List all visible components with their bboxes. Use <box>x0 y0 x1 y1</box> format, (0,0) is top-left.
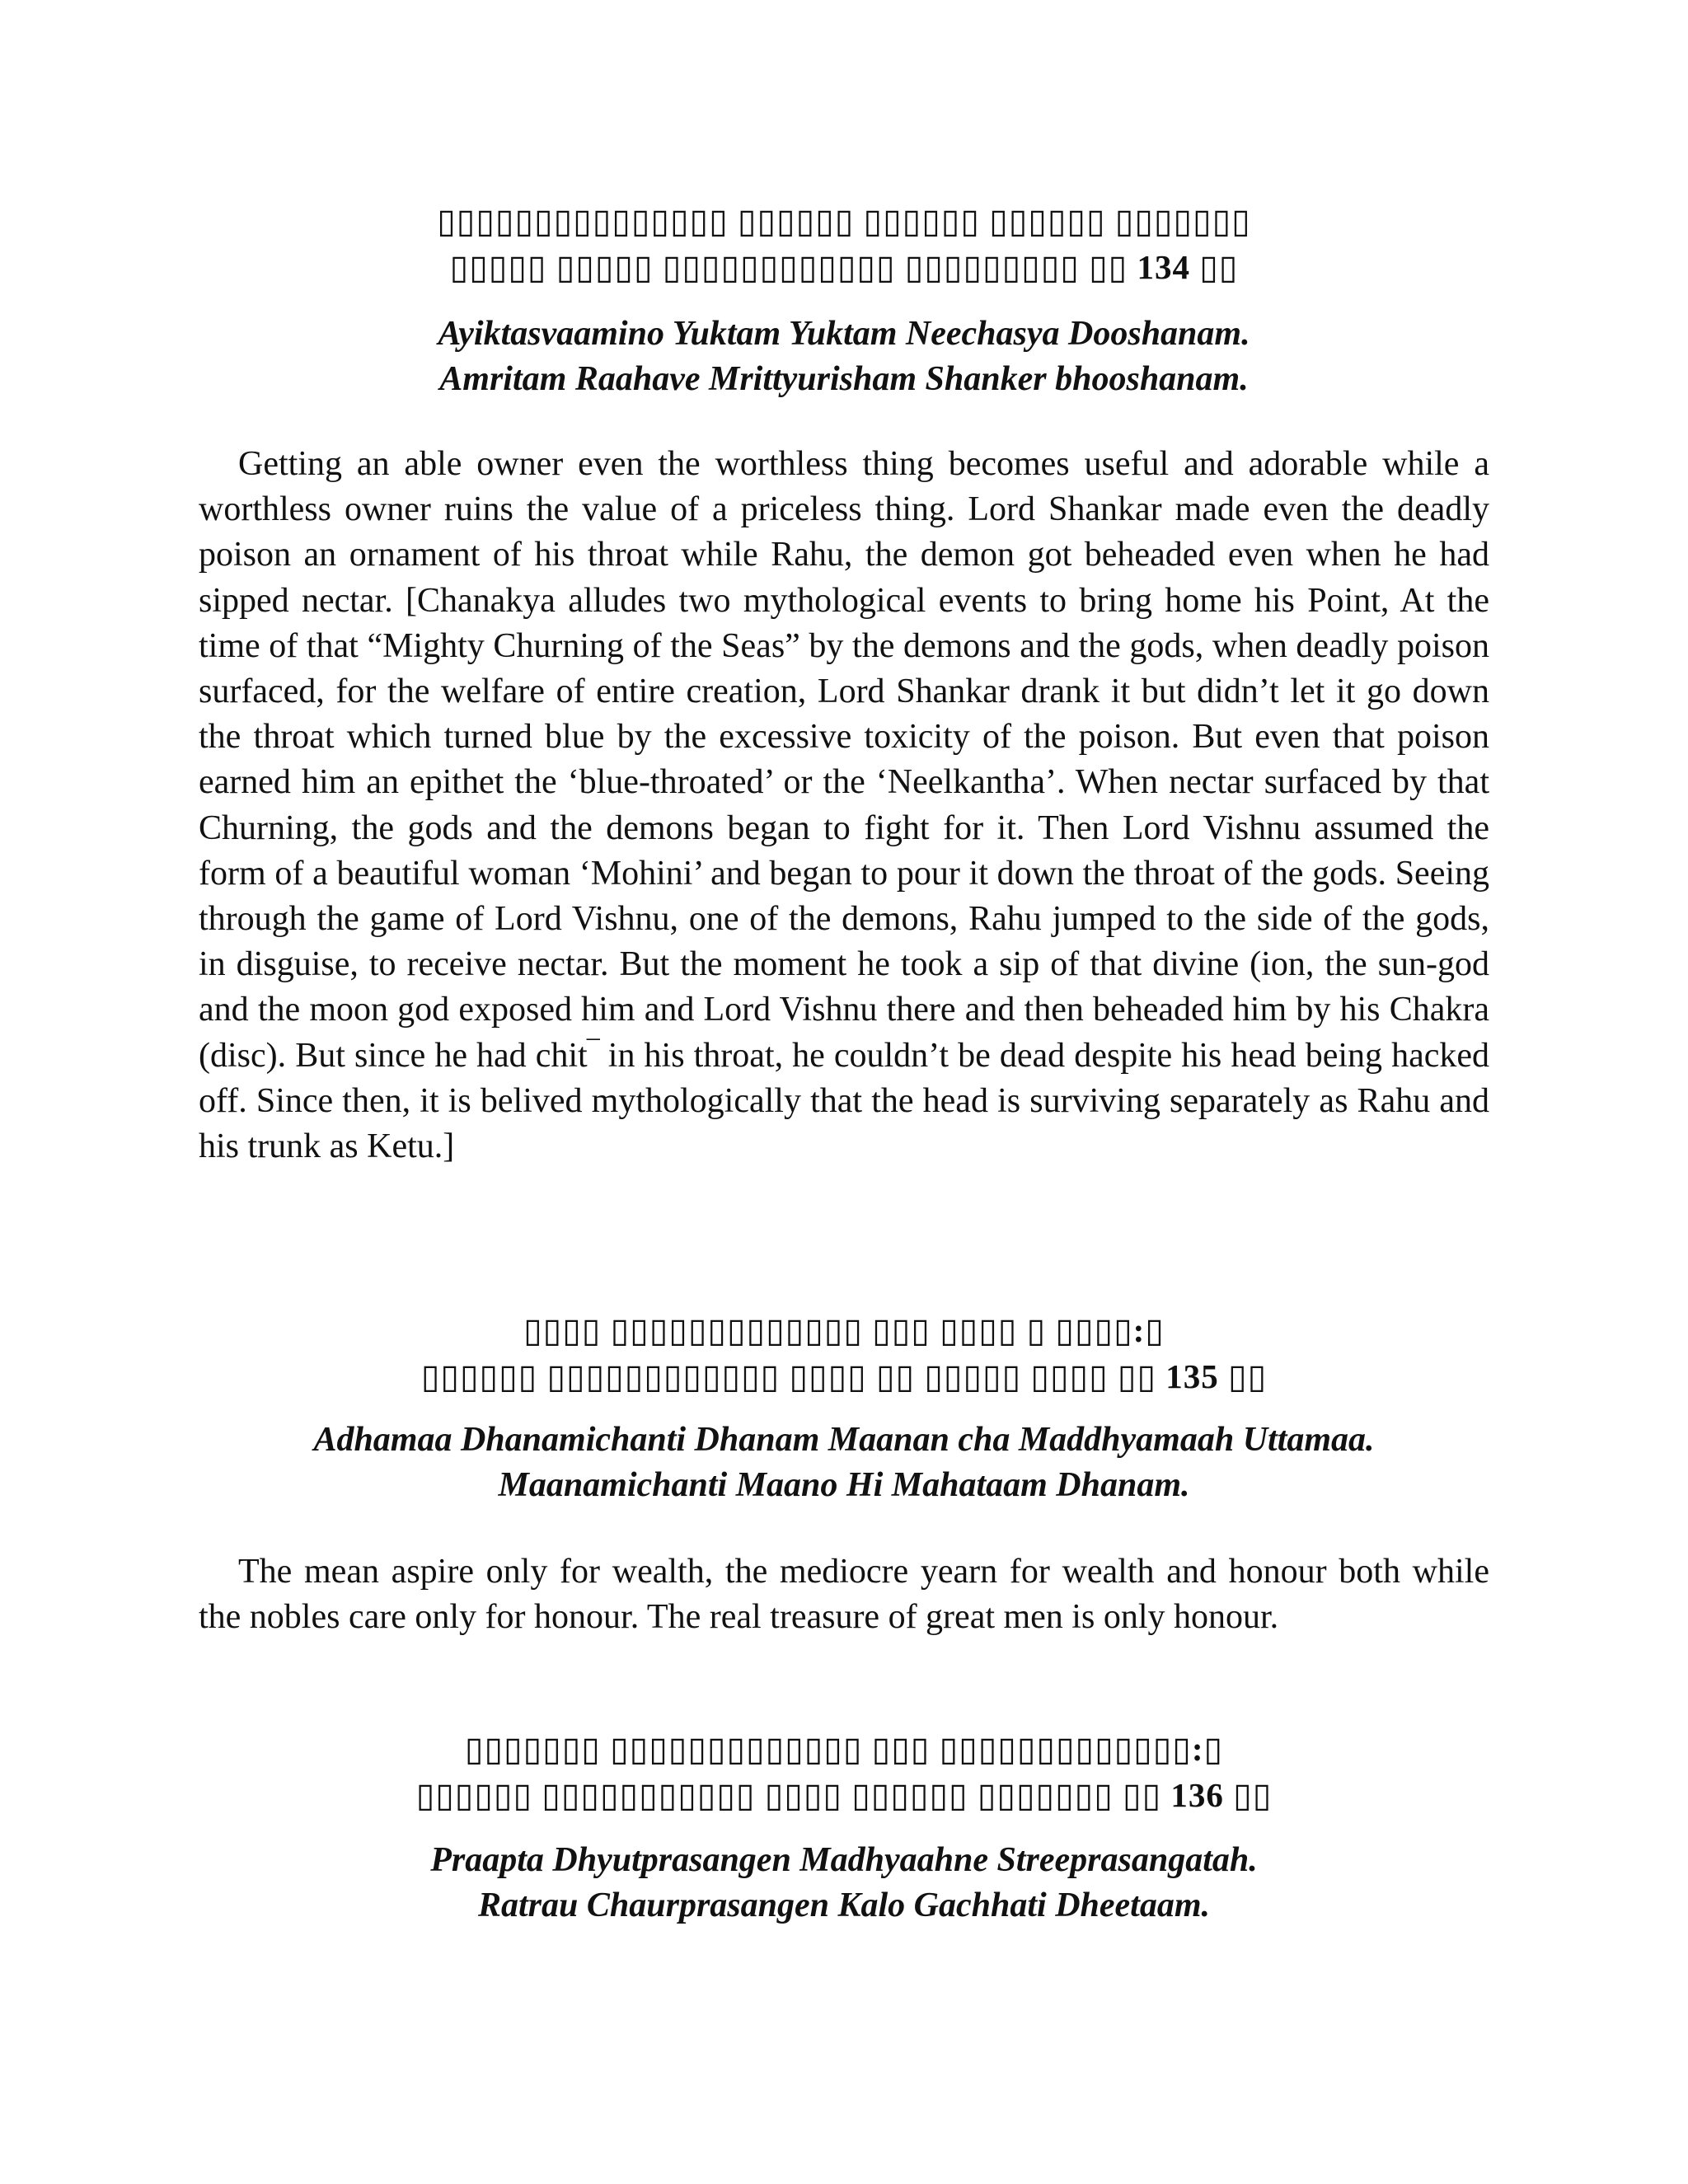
sanskrit-line: ▯▯▯▯▯▯▯▯▯▯▯▯▯▯▯ ▯▯▯▯▯▯ ▯▯▯▯▯▯ ▯▯▯▯▯▯ ▯▯▯▯▯▯▯ <box>437 202 1251 240</box>
sanskrit-line: ▯▯▯▯▯ ▯▯▯▯▯ ▯▯▯▯▯▯▯▯▯▯▯▯ ▯▯▯▯▯▯▯▯▯ ▯▯ 134 ▯▯ <box>449 248 1239 286</box>
explanation-134: Getting an able owner even the worthless thing becomes useful and adorable while a worthless owner ruins the value of a priceless thing. Lord Shankar made even the deadly poison an ornament of his throat while Rahu, the demon got beheaded even when he had sipped nectar. [Chanakya alludes two mythological events to bring home his Point, At the time of that “Mighty Churning of the Seas” by the demons and the gods, when deadly poison surfaced, for the welfare of entire creation, Lord Shankar drank it but didn’t let it go down the throat which turned blue by the excessive toxicity of the poison. But even that poison earned him an epithet the ‘blue-throated’ or the ‘Neelkantha’. When nectar surfaced by that Churning, the gods and the demons began to fight for it. Then Lord Vishnu assumed the form of a beautiful woman ‘Mohini’ and began to pour it down the throat of the gods. Seeing through the game of Lord Vishnu, one of the demons, Rahu jumped to the side of the gods, in disguise, to receive nectar. But the moment he took a sip of that divine (ion, the sun-god and the moon god exposed him and Lord Vishnu there and then beheaded him by his Chakra (disc). But since he had chit‾ in his throat, he couldn’t be dead despite his head being hacked off. Since then, it is belived mythologically that the head is surviving separately as Rahu and his trunk as Ketu.] <box>199 445 1489 1166</box>
transliteration-line: Amritam Raahave Mrittyurisham Shanker bhooshanam. <box>439 360 1249 398</box>
transliteration-line: Praapta Dhyutprasangen Madhyaahne Streeprasangatah. <box>430 1841 1258 1879</box>
transliteration-line: Ayiktasvaamino Yuktam Yuktam Neechasya Dooshanam. <box>438 315 1250 353</box>
transliteration-line: Maanamichanti Maano Hi Mahataam Dhanam. <box>498 1466 1190 1504</box>
sanskrit-line: ▯▯▯▯▯▯▯ ▯▯▯▯▯▯▯▯▯▯▯▯▯ ▯▯▯ ▯▯▯▯▯▯▯▯▯▯▯▯▯:▯ <box>464 1730 1224 1768</box>
transliteration-line: Ratrau Chaurprasangen Kalo Gachhati Dheetaam. <box>477 1886 1211 1924</box>
transliteration-135 <box>199 1418 1489 1508</box>
transliteration-line: Adhamaa Dhanamichanti Dhanam Maanan cha Maddhyamaah Uttamaa. <box>313 1421 1375 1459</box>
sanskrit-line: ▯▯▯▯▯▯ ▯▯▯▯▯▯▯▯▯▯▯▯ ▯▯▯▯ ▯▯ ▯▯▯▯▯ ▯▯▯▯ ▯▯ 135 ▯▯ <box>420 1357 1268 1395</box>
transliteration-136 <box>199 1838 1489 1929</box>
transliteration-134 <box>199 312 1489 402</box>
sanskrit-verse-135 <box>199 1307 1489 1399</box>
explanation-135: The mean aspire only for wealth, the mediocre yearn for wealth and honour both while the nobles care only for honour. The real treasure of great men is only honour. <box>199 1553 1489 1637</box>
sanskrit-line: ▯▯▯▯ ▯▯▯▯▯▯▯▯▯▯▯▯▯ ▯▯▯ ▯▯▯▯ ▯ ▯▯▯▯:▯ <box>523 1311 1165 1349</box>
sanskrit-verse-136 <box>199 1726 1489 1818</box>
sanskrit-verse-134 <box>199 198 1489 290</box>
sanskrit-line: ▯▯▯▯▯▯ ▯▯▯▯▯▯▯▯▯▯▯ ▯▯▯▯ ▯▯▯▯▯▯ ▯▯▯▯▯▯▯ ▯▯ 136 ▯▯ <box>415 1776 1273 1814</box>
